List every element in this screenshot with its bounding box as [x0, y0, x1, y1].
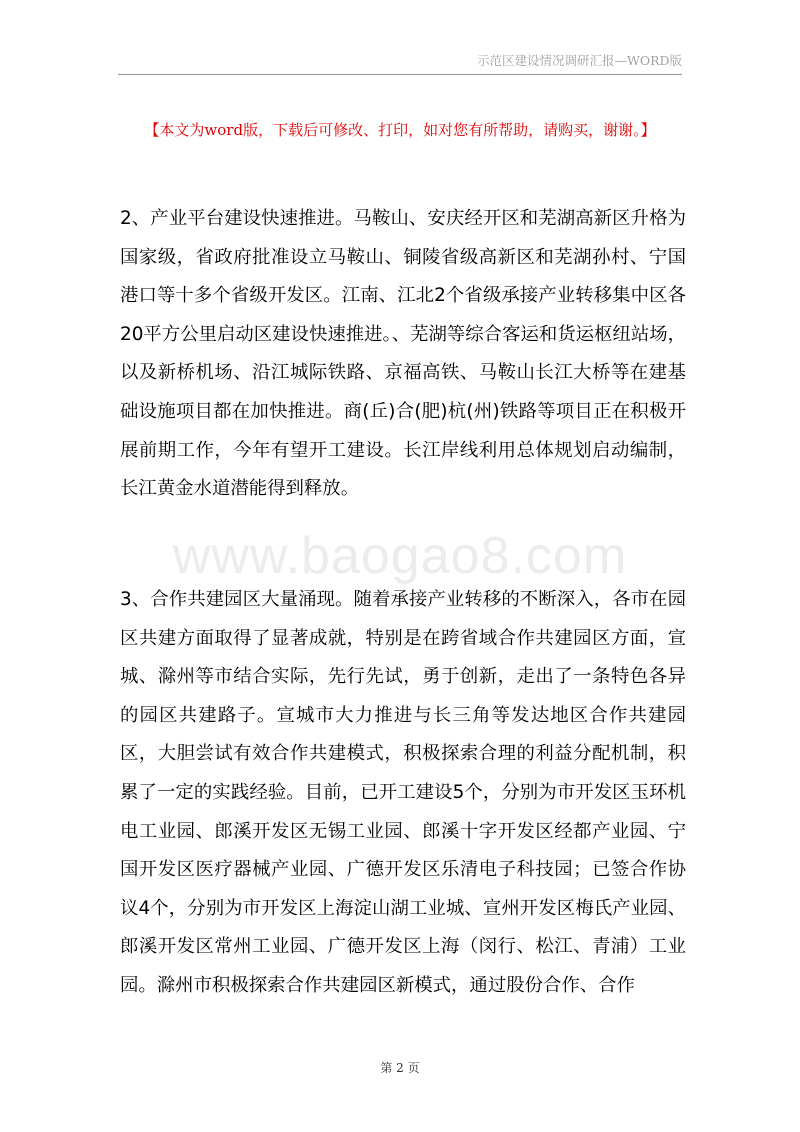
- page-number: 第 2 页: [380, 1061, 420, 1075]
- download-notice: 【本文为word版，下载后可修改、打印，如对您有所帮助，请购买，谢谢。】: [144, 121, 656, 139]
- watermark-text: www.baogao8.com: [172, 527, 628, 585]
- running-header: [118, 52, 682, 75]
- paragraph-cooperative-parks: 3、合作共建园区大量涌现。随着承接产业转移的不断深入，各市在园区共建方面取得了显著成就，特别是在跨省域合作共建园区方面，宣城、滁州等市结合实际，先行先试，勇于创新，走出了一条特色各异的园区共建路子。宣城市大力推进与长三角等发达地区合作共建园区，大胆尝试有效合作共建模式，积极探索合理的利益分配机制，积累了一定的实践经验。目前，已开工建设5个，分别为市开发区玉环机电工业园、郎溪开发区无锡工业园、郎溪十字开发区经都产业园、宁国开发区医疗器械产业园、广德开发区乐清电子科技园；已签合作协议4个，分别为市开发区上海淀山湖工业城、宣州开发区梅氏产业园、郎溪开发区常州工业园、广德开发区上海（闵行、松江、青浦）工业园。滁州市积极探索合作共建园区新模式，通过股份合作、合作: [120, 589, 686, 996]
- paragraph-industrial-platform: 2、产业平台建设快速推进。马鞍山、安庆经开区和芜湖高新区升格为国家级，省政府批准设立马鞍山、铜陵省级高新区和芜湖孙村、宁国港口等十多个省级开发区。江南、江北2个省级承接产业转移集中区各20平方公里启动区建设快速推进。、芜湖等综合客运和货运枢纽站场，以及新桥机场、沿江城际铁路、京福高铁、马鞍山长江大桥等在建基础设施项目都在加快推进。商(丘)合(肥)杭(州)铁路等项目正在积极开展前期工作，今年有望开工建设。长江岸线利用总体规划启动编制，长江黄金水道潜能得到释放。: [120, 208, 686, 500]
- document-title: 示范区建设情况调研汇报—WORD版: [476, 53, 682, 68]
